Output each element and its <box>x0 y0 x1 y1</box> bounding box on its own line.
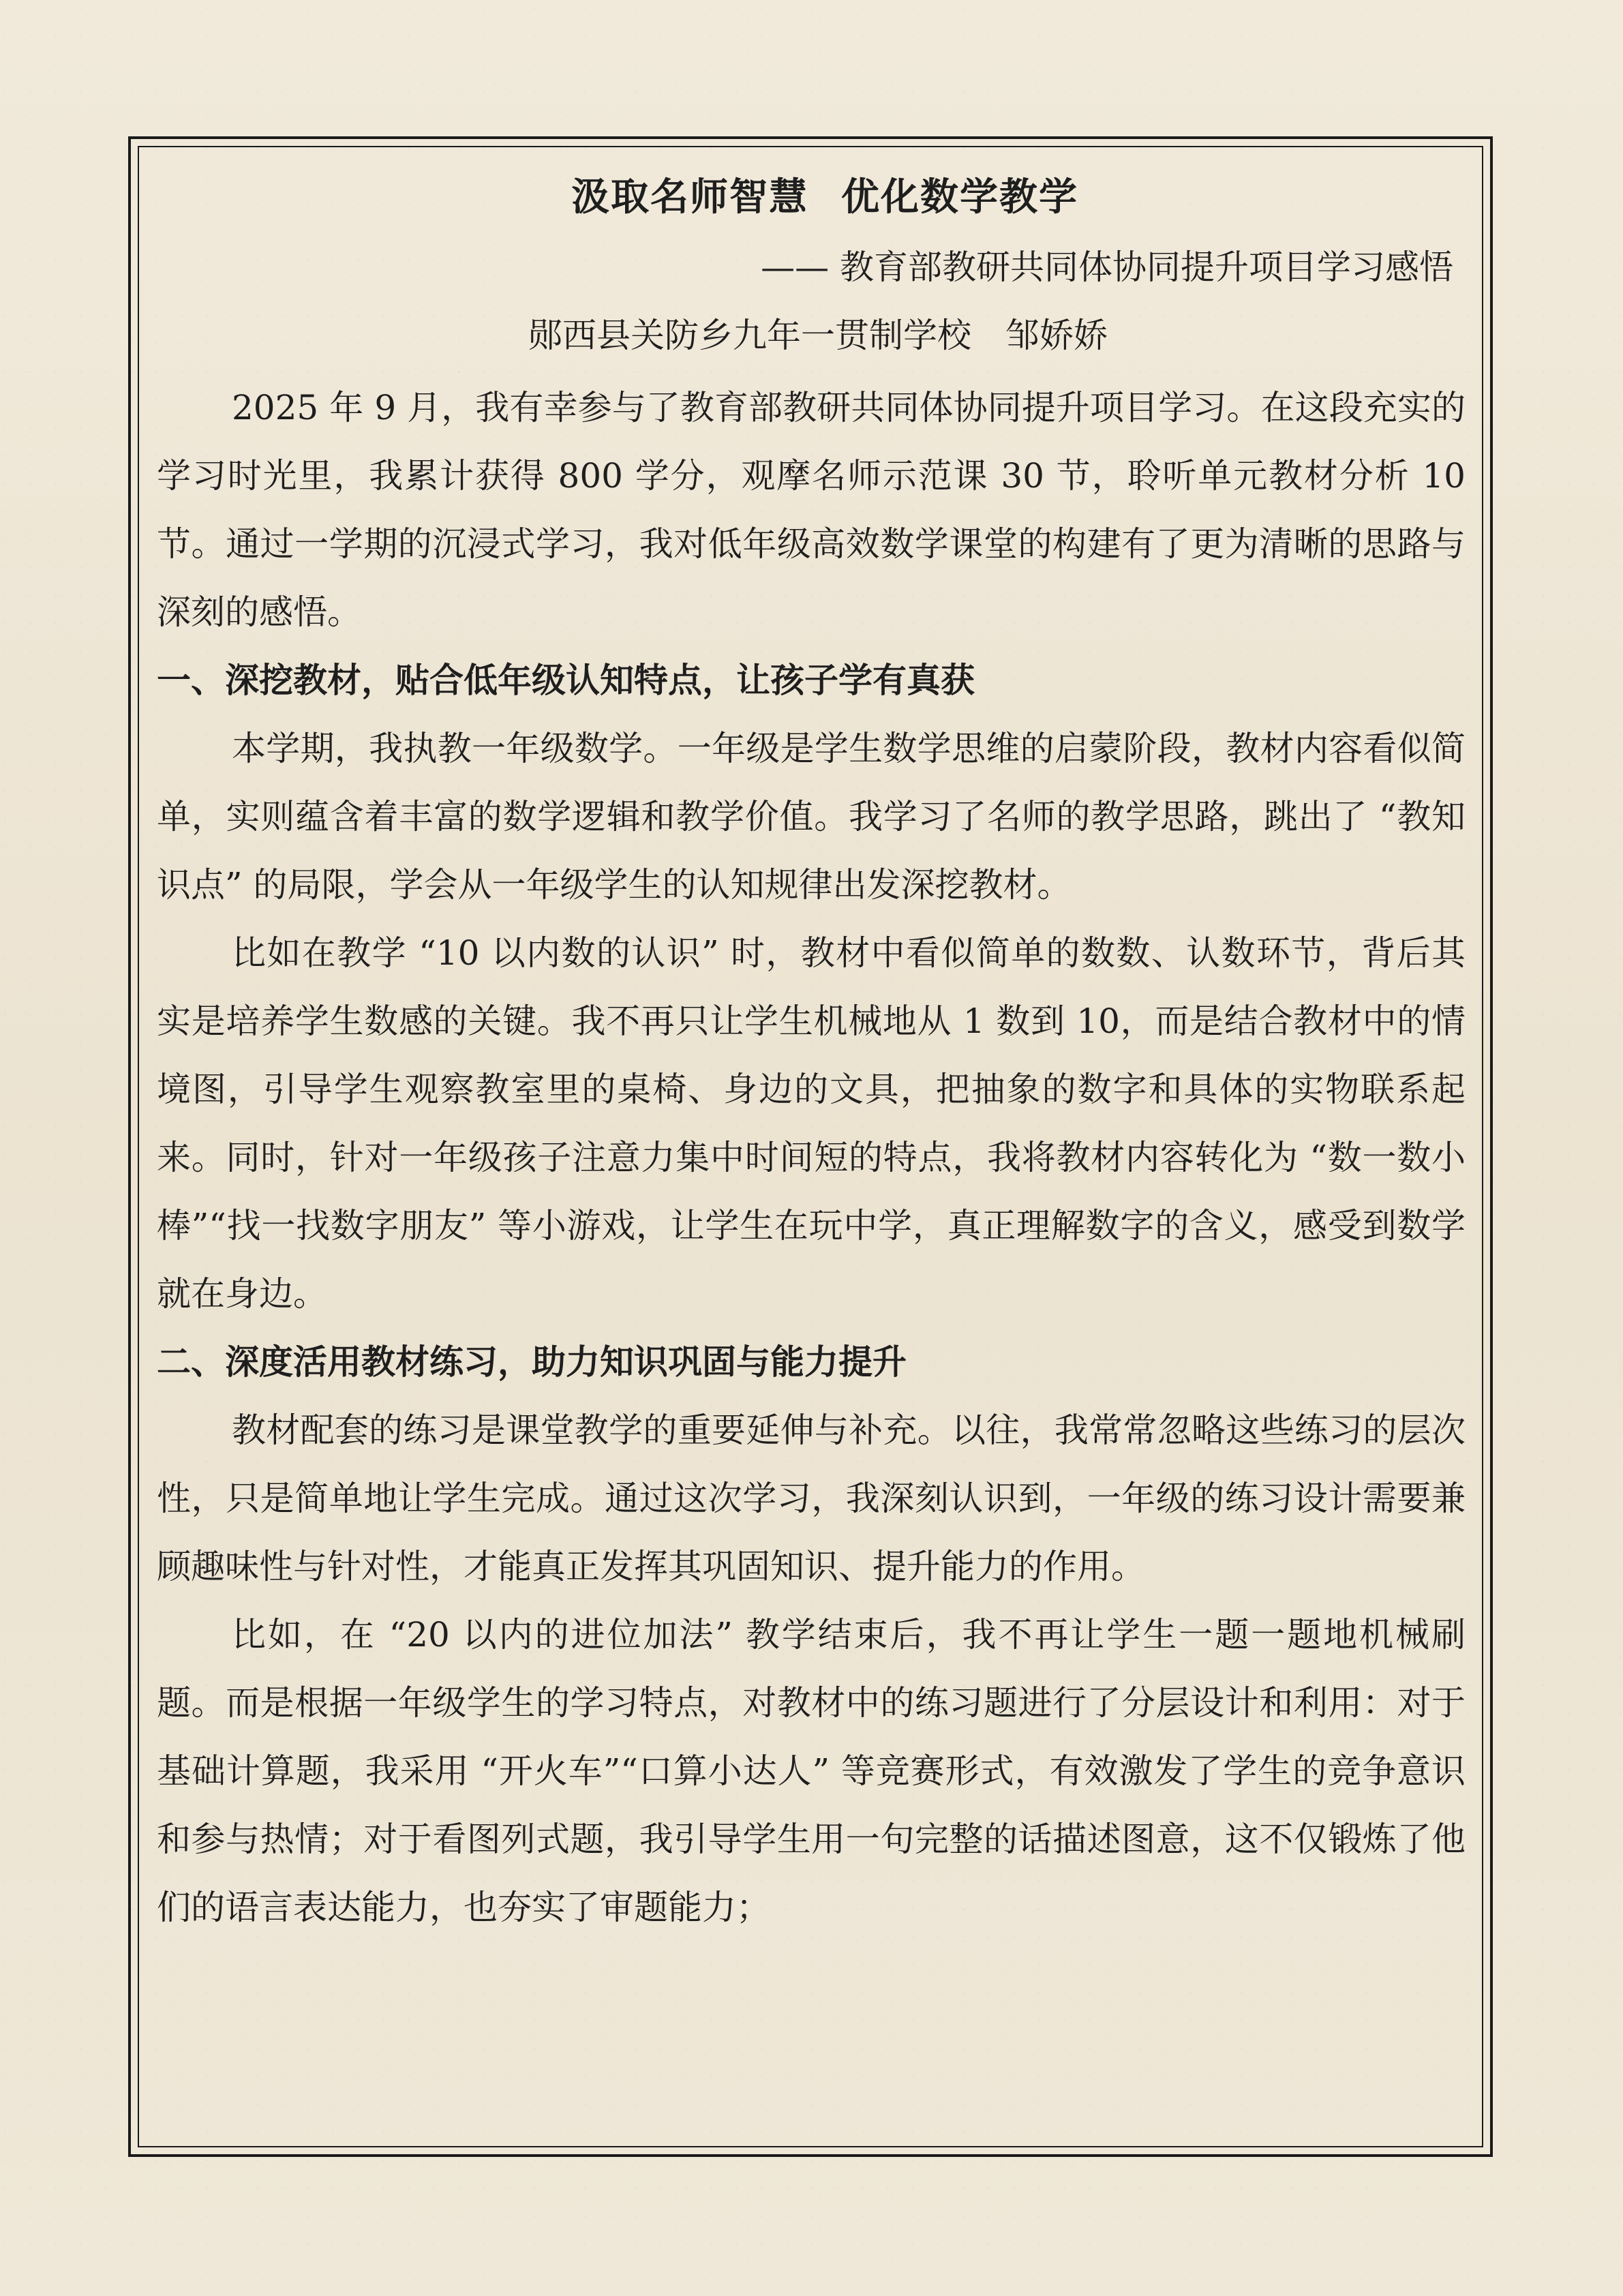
title-part-1: 汲取名师智慧 <box>571 175 808 220</box>
author-line <box>170 301 1466 369</box>
section-2-heading: 二、深度活用教材练习，助力知识巩固与能力提升 <box>157 1342 907 1382</box>
document-title <box>184 164 1466 232</box>
author-name: 邹娇娇 <box>1005 316 1108 355</box>
intro-paragraph: 2025 年 9 月，我有幸参与了教育部教研共同体协同提升项目学习。在这段充实的学习时光里，我累计获得 800 学分，观摩名师示范课 30 节，聆听单元教材分析 10 节。通过一学期的沉浸式学习，我对低年级高效数学课堂的构建有了更为清晰的思路与深刻的感悟。 <box>157 388 1466 632</box>
title-part-2: 优化数学教学 <box>841 175 1078 220</box>
document-subtitle: —— 教育部教研共同体协同提升项目学习感悟 <box>761 247 1453 287</box>
section-1-paragraph-2: 比如在教学 “10 以内数的认识” 时，教材中看似简单的数数、认数环节，背后其实是培养学生数感的关键。我不再只让学生机械地从 1 数到 10，而是结合教材中的情境图，引导学生观察教室里的桌椅、身边的文具，把抽象的数字和具体的实物联系起来。同时，针对一年级孩子注意力集中时间短的特点，我将教材内容转化为 “数一数小棒”“找一找数字朋友” 等小游戏，让学生在玩中学，真正理解数字的含义，感受到数学就在身边。 <box>157 933 1466 1314</box>
section-1-heading: 一、深挖教材，贴合低年级认知特点，让孩子学有真获 <box>157 661 975 700</box>
section-2-paragraph-2: 比如，在 “20 以内的进位加法” 教学结束后，我不再让学生一题一题地机械刷题。而是根据一年级学生的学习特点，对教材中的练习题进行了分层设计和利用：对于基础计算题，我采用 “开火车”“口算小达人” 等竞赛形式，有效激发了学生的竞争意识和参与热情；对于看图列式题，我引导学生用一句完整的话描述图意，这不仅锻炼了他们的语言表达能力，也夯实了审题能力； <box>157 1615 1466 1927</box>
document-body <box>157 164 1466 1942</box>
author-school: 郧西县关防乡九年一贯制学校 <box>528 316 971 355</box>
section-2-paragraph-1: 教材配套的练习是课堂教学的重要延伸与补充。以往，我常常忽略这些练习的层次性，只是简单地让学生完成。通过这次学习，我深刻认识到，一年级的练习设计需要兼顾趣味性与针对性，才能真正发挥其巩固知识、提升能力的作用。 <box>157 1410 1466 1586</box>
section-1-paragraph-1: 本学期，我执教一年级数学。一年级是学生数学思维的启蒙阶段，教材内容看似简单，实则蕴含着丰富的数学逻辑和教学价值。我学习了名师的教学思路，跳出了 “教知识点” 的局限，学会从一年级学生的认知规律出发深挖教材。 <box>157 729 1466 905</box>
